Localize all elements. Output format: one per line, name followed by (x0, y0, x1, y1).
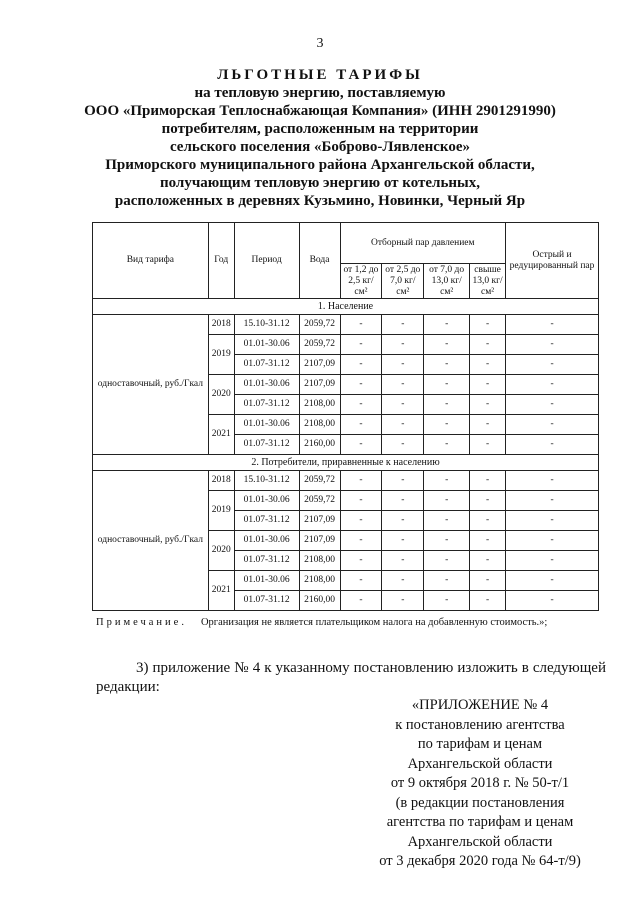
year-cell: 2018 (208, 315, 234, 335)
appendix-line: по тарифам и ценам (417, 736, 543, 752)
dash-cell: - (506, 415, 599, 435)
header-water: Вода (299, 223, 340, 299)
dash-cell: - (382, 531, 424, 551)
title-line: получающим тепловую энергию от котельных, (159, 175, 480, 191)
dash-cell: - (382, 315, 424, 335)
period-cell: 01.01-30.06 (234, 335, 299, 355)
dash-cell: - (340, 591, 382, 611)
dash-cell: - (382, 571, 424, 591)
dash-cell: - (470, 415, 506, 435)
page-number: 3 (316, 36, 324, 51)
dash-cell: - (470, 571, 506, 591)
appendix-line: от 3 декабря 2020 года № 64-т/9) (379, 853, 581, 869)
note-text: Организация не является плательщиком налога на добавленную стоимость.»; (200, 617, 548, 628)
header-steam-col: от 2,5 до 7,0 кг/см² (382, 264, 424, 299)
dash-cell: - (340, 551, 382, 571)
header-year: Год (208, 223, 234, 299)
year-cell: 2020 (208, 375, 234, 415)
period-cell: 01.01-30.06 (234, 531, 299, 551)
paragraph-text: 3) приложение № 4 к указанному постановлению изложить в следующей редакции: (96, 660, 606, 695)
dash-cell: - (424, 355, 470, 375)
dash-cell: - (382, 335, 424, 355)
dash-cell: - (424, 415, 470, 435)
water-price-cell: 2108,00 (299, 395, 340, 415)
dash-cell: - (340, 491, 382, 511)
dash-cell: - (424, 491, 470, 511)
dash-cell: - (340, 571, 382, 591)
dash-cell: - (506, 591, 599, 611)
header-period: Период (234, 223, 299, 299)
title-line: сельского поселения «Боброво-Лявленское» (169, 139, 471, 155)
dash-cell: - (470, 395, 506, 415)
tariff-table-body (93, 299, 599, 611)
appendix-line: Архангельской области (407, 833, 553, 850)
title-line: потребителям, расположенным на территории (161, 121, 479, 137)
dash-cell: - (424, 571, 470, 591)
year-cell: 2018 (208, 471, 234, 491)
water-price-cell: 2108,00 (299, 571, 340, 591)
appendix-header (350, 696, 610, 872)
header-tariff-type: Вид тарифа (93, 223, 209, 299)
water-price-cell: 2059,72 (299, 471, 340, 491)
period-cell: 01.01-30.06 (234, 375, 299, 395)
dash-cell: - (424, 335, 470, 355)
dash-cell: - (424, 375, 470, 395)
section-row (93, 299, 599, 315)
title-line: Приморского муниципального района Архангельской области, (105, 157, 535, 173)
dash-cell: - (340, 415, 382, 435)
period-cell: 01.01-30.06 (234, 491, 299, 511)
water-price-cell: 2108,00 (299, 415, 340, 435)
dash-cell: - (506, 355, 599, 375)
dash-cell: - (382, 355, 424, 375)
water-price-cell: 2108,00 (299, 551, 340, 571)
water-price-cell: 2059,72 (299, 335, 340, 355)
appendix-line: к постановлению агентства (395, 716, 565, 733)
period-cell: 01.07-31.12 (234, 395, 299, 415)
appendix-line: агентства по тарифам и ценам (386, 814, 574, 830)
title-line: на тепловую энергию, поставляемую (194, 85, 446, 101)
dash-cell: - (424, 435, 470, 455)
dash-cell: - (506, 491, 599, 511)
header-sharp-steam: Острый и редуцированный пар (506, 223, 599, 299)
dash-cell: - (340, 355, 382, 375)
period-cell: 01.07-31.12 (234, 551, 299, 571)
dash-cell: - (382, 375, 424, 395)
tariff-table (92, 222, 599, 611)
dash-cell: - (340, 375, 382, 395)
dash-cell: - (382, 491, 424, 511)
dash-cell: - (424, 591, 470, 611)
dash-cell: - (424, 551, 470, 571)
amendment-paragraph (96, 659, 606, 697)
period-cell: 01.07-31.12 (234, 355, 299, 375)
dash-cell: - (470, 551, 506, 571)
dash-cell: - (506, 435, 599, 455)
dash-cell: - (340, 531, 382, 551)
dash-cell: - (470, 335, 506, 355)
dash-cell: - (506, 315, 599, 335)
dash-cell: - (382, 551, 424, 571)
dash-cell: - (382, 591, 424, 611)
period-cell: 15.10-31.12 (234, 315, 299, 335)
year-cell: 2021 (208, 571, 234, 611)
period-cell: 01.01-30.06 (234, 415, 299, 435)
section-row (93, 455, 599, 471)
dash-cell: - (506, 471, 599, 491)
dash-cell: - (470, 471, 506, 491)
dash-cell: - (506, 335, 599, 355)
water-price-cell: 2059,72 (299, 315, 340, 335)
dash-cell: - (340, 315, 382, 335)
water-price-cell: 2160,00 (299, 435, 340, 455)
dash-cell: - (506, 375, 599, 395)
dash-cell: - (506, 395, 599, 415)
period-cell: 15.10-31.12 (234, 471, 299, 491)
year-cell: 2020 (208, 531, 234, 571)
tariff-type-cell: одноставочный, руб./Гкал (93, 471, 209, 611)
header-steam-col: от 1,2 до 2,5 кг/см² (340, 264, 382, 299)
title-line: расположенных в деревнях Кузьмино, Новинки, Черный Яр (114, 193, 526, 209)
dash-cell: - (382, 415, 424, 435)
dash-cell: - (470, 315, 506, 335)
water-price-cell: 2107,09 (299, 375, 340, 395)
header-steam-col: свыше 13,0 кг/см² (470, 264, 506, 299)
dash-cell: - (470, 355, 506, 375)
dash-cell: - (424, 511, 470, 531)
section-title: 1. Население (93, 299, 599, 315)
title-heading: ЛЬГОТНЫЕ ТАРИФЫ (217, 67, 423, 83)
period-cell: 01.07-31.12 (234, 591, 299, 611)
dash-cell: - (382, 471, 424, 491)
dash-cell: - (470, 591, 506, 611)
water-price-cell: 2160,00 (299, 591, 340, 611)
note-label: Примечание. (96, 617, 187, 628)
header-steam-col: от 7,0 до 13,0 кг/см² (424, 264, 470, 299)
period-cell: 01.01-30.06 (234, 571, 299, 591)
table-row (93, 315, 599, 335)
dash-cell: - (424, 471, 470, 491)
dash-cell: - (340, 435, 382, 455)
dash-cell: - (470, 435, 506, 455)
dash-cell: - (340, 335, 382, 355)
dash-cell: - (382, 435, 424, 455)
dash-cell: - (470, 375, 506, 395)
dash-cell: - (470, 531, 506, 551)
year-cell: 2019 (208, 491, 234, 531)
water-price-cell: 2107,09 (299, 511, 340, 531)
dash-cell: - (340, 395, 382, 415)
dash-cell: - (506, 531, 599, 551)
period-cell: 01.07-31.12 (234, 511, 299, 531)
title-line: ООО «Приморская Теплоснабжающая Компания» (ИНН 2901291990) (84, 103, 556, 119)
dash-cell: - (382, 511, 424, 531)
appendix-line: от 9 октября 2018 г. № 50-т/1 (390, 775, 570, 791)
section-title: 2. Потребители, приравненные к населению (93, 455, 599, 471)
dash-cell: - (506, 551, 599, 571)
appendix-line: «ПРИЛОЖЕНИЕ № 4 (411, 697, 549, 713)
water-price-cell: 2107,09 (299, 531, 340, 551)
dash-cell: - (340, 511, 382, 531)
note (96, 617, 547, 628)
document-title (0, 66, 640, 210)
header-steam-group: Отборный пар давлением (340, 223, 506, 264)
appendix-line: Архангельской области (407, 755, 553, 772)
appendix-line: (в редакции постановления (395, 794, 565, 811)
period-cell: 01.07-31.12 (234, 435, 299, 455)
year-cell: 2019 (208, 335, 234, 375)
water-price-cell: 2107,09 (299, 355, 340, 375)
dash-cell: - (506, 571, 599, 591)
dash-cell: - (470, 491, 506, 511)
tariff-type-cell: одноставочный, руб./Гкал (93, 315, 209, 455)
table-row (93, 471, 599, 491)
dash-cell: - (470, 511, 506, 531)
dash-cell: - (340, 471, 382, 491)
dash-cell: - (424, 315, 470, 335)
dash-cell: - (424, 531, 470, 551)
dash-cell: - (424, 395, 470, 415)
year-cell: 2021 (208, 415, 234, 455)
dash-cell: - (506, 511, 599, 531)
dash-cell: - (382, 395, 424, 415)
water-price-cell: 2059,72 (299, 491, 340, 511)
